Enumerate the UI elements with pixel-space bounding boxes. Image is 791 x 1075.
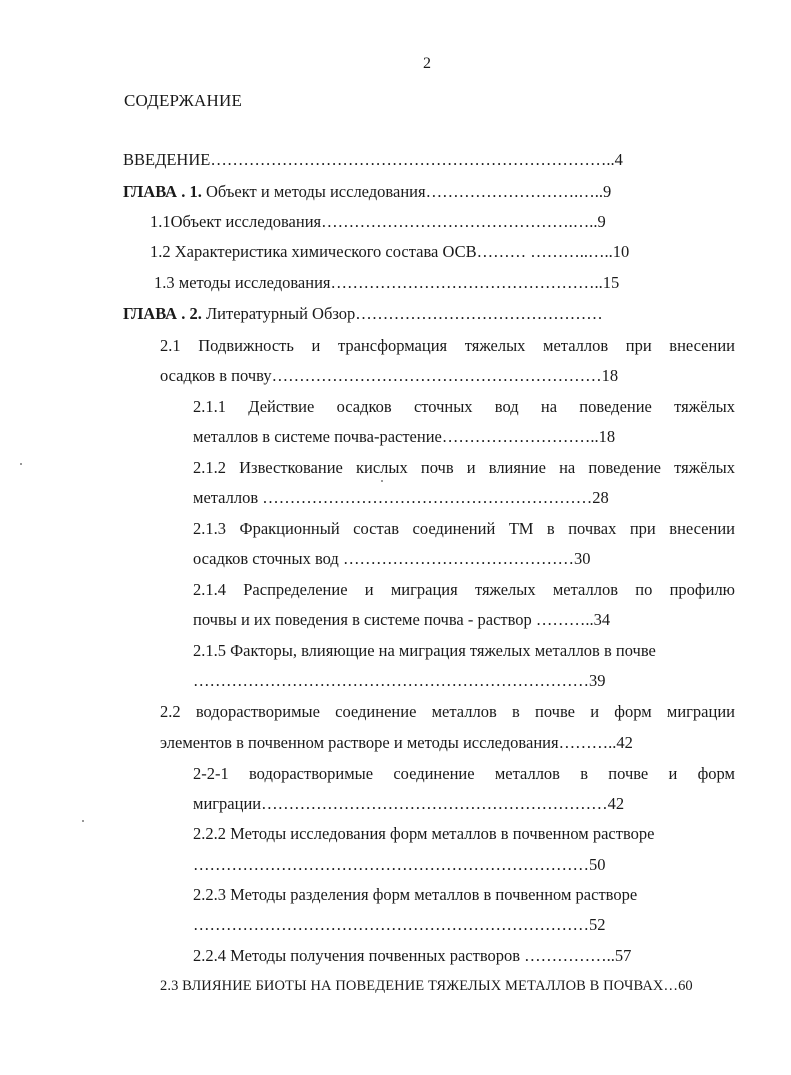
chapter-2-label: ГЛАВА . 2.: [123, 304, 202, 323]
scan-speck: [381, 480, 383, 482]
page-number: 2: [423, 55, 431, 72]
toc-entry-2-1-5-line1: 2.1.5 Факторы, влияющие на миграция тяжелых металлов в почве: [193, 641, 656, 660]
toc-entry-2-3: 2.3 ВЛИЯНИЕ БИОТЫ НА ПОВЕДЕНИЕ ТЯЖЕЛЫХ МЕТАЛЛОВ В ПОЧВАХ…60: [160, 978, 693, 994]
toc-entry-2-2-2-line1: 2.2.2 Методы исследования форм металлов в почвенном растворе: [193, 824, 655, 843]
scan-speck: [20, 463, 22, 465]
toc-entry-2-2-line1: 2.2 водорастворимые соединение металлов в почве и форм миграции: [160, 702, 735, 721]
scan-speck: [82, 820, 84, 822]
toc-entry-2-2-1-line2: миграции………………………………………………………42: [193, 794, 625, 813]
toc-entry-2-1-1-line2: металлов в системе почва-растение………………………..18: [193, 427, 616, 446]
toc-entry-2-2-line2: элементов в почвенном растворе и методы исследования………..42: [160, 733, 633, 752]
toc-entry-2-1-3-line2: осадков сточных вод ……………………………………30: [193, 549, 591, 568]
chapter-1-label: ГЛАВА . 1.: [123, 182, 202, 201]
toc-entry-2-2-1-line1: 2-2-1 водорастворимые соединение металлов в почве и форм: [193, 764, 735, 783]
toc-entry-2-1-2-line2: металлов ……………………………………………………28: [193, 488, 609, 507]
toc-entry-2-2-3-line2: ………………………………………………………………52: [193, 915, 606, 934]
chapter-1-title: Объект и методы исследования……………………….…..9: [201, 182, 612, 201]
toc-entry-1-1: 1.1Объект исследования……………………………………….…..9: [150, 212, 606, 231]
toc-entry-2-1-2-line1: 2.1.2 Известкование кислых почв и влияние на поведение тяжёлых: [193, 458, 735, 477]
toc-entry-2-1-3-line1: 2.1.3 Фракционный состав соединений ТМ в почвах при внесении: [193, 519, 735, 538]
toc-entry-2-1-line1: 2.1 Подвижность и трансформация тяжелых металлов при внесении: [160, 336, 735, 355]
toc-entry-2-1-5-line2: ………………………………………………………………39: [193, 671, 606, 690]
toc-entry-2-1-line2: осадков в почву……………………………………………………18: [160, 366, 619, 385]
toc-title: СОДЕРЖАНИЕ: [124, 91, 243, 110]
chapter-2-title: Литературный Обзор………………………………………: [201, 304, 603, 323]
toc-entry-1-2: 1.2 Характеристика химического состава ОСВ……… ………..…..10: [150, 242, 630, 261]
toc-entry-chapter-1: [123, 182, 611, 202]
toc-entry-intro: ВВЕДЕНИЕ………………………………………………………………..4: [123, 150, 623, 169]
toc-entry-1-3: 1.3 методы исследования…………………………………………..15: [154, 273, 620, 292]
toc-entry-2-1-4-line2: почвы и их поведения в системе почва - раствор ………..34: [193, 610, 611, 629]
toc-entry-chapter-2: [123, 304, 603, 324]
toc-entry-2-2-3-line1: 2.2.3 Методы разделения форм металлов в почвенном растворе: [193, 885, 638, 904]
toc-entry-2-2-2-line2: ………………………………………………………………50: [193, 855, 606, 874]
toc-entry-2-1-1-line1: 2.1.1 Действие осадков сточных вод на поведение тяжёлых: [193, 397, 735, 416]
toc-entry-2-1-4-line1: 2.1.4 Распределение и миграция тяжелых металлов по профилю: [193, 580, 735, 599]
toc-entry-2-2-4: 2.2.4 Методы получения почвенных растворов ……………..57: [193, 946, 632, 965]
